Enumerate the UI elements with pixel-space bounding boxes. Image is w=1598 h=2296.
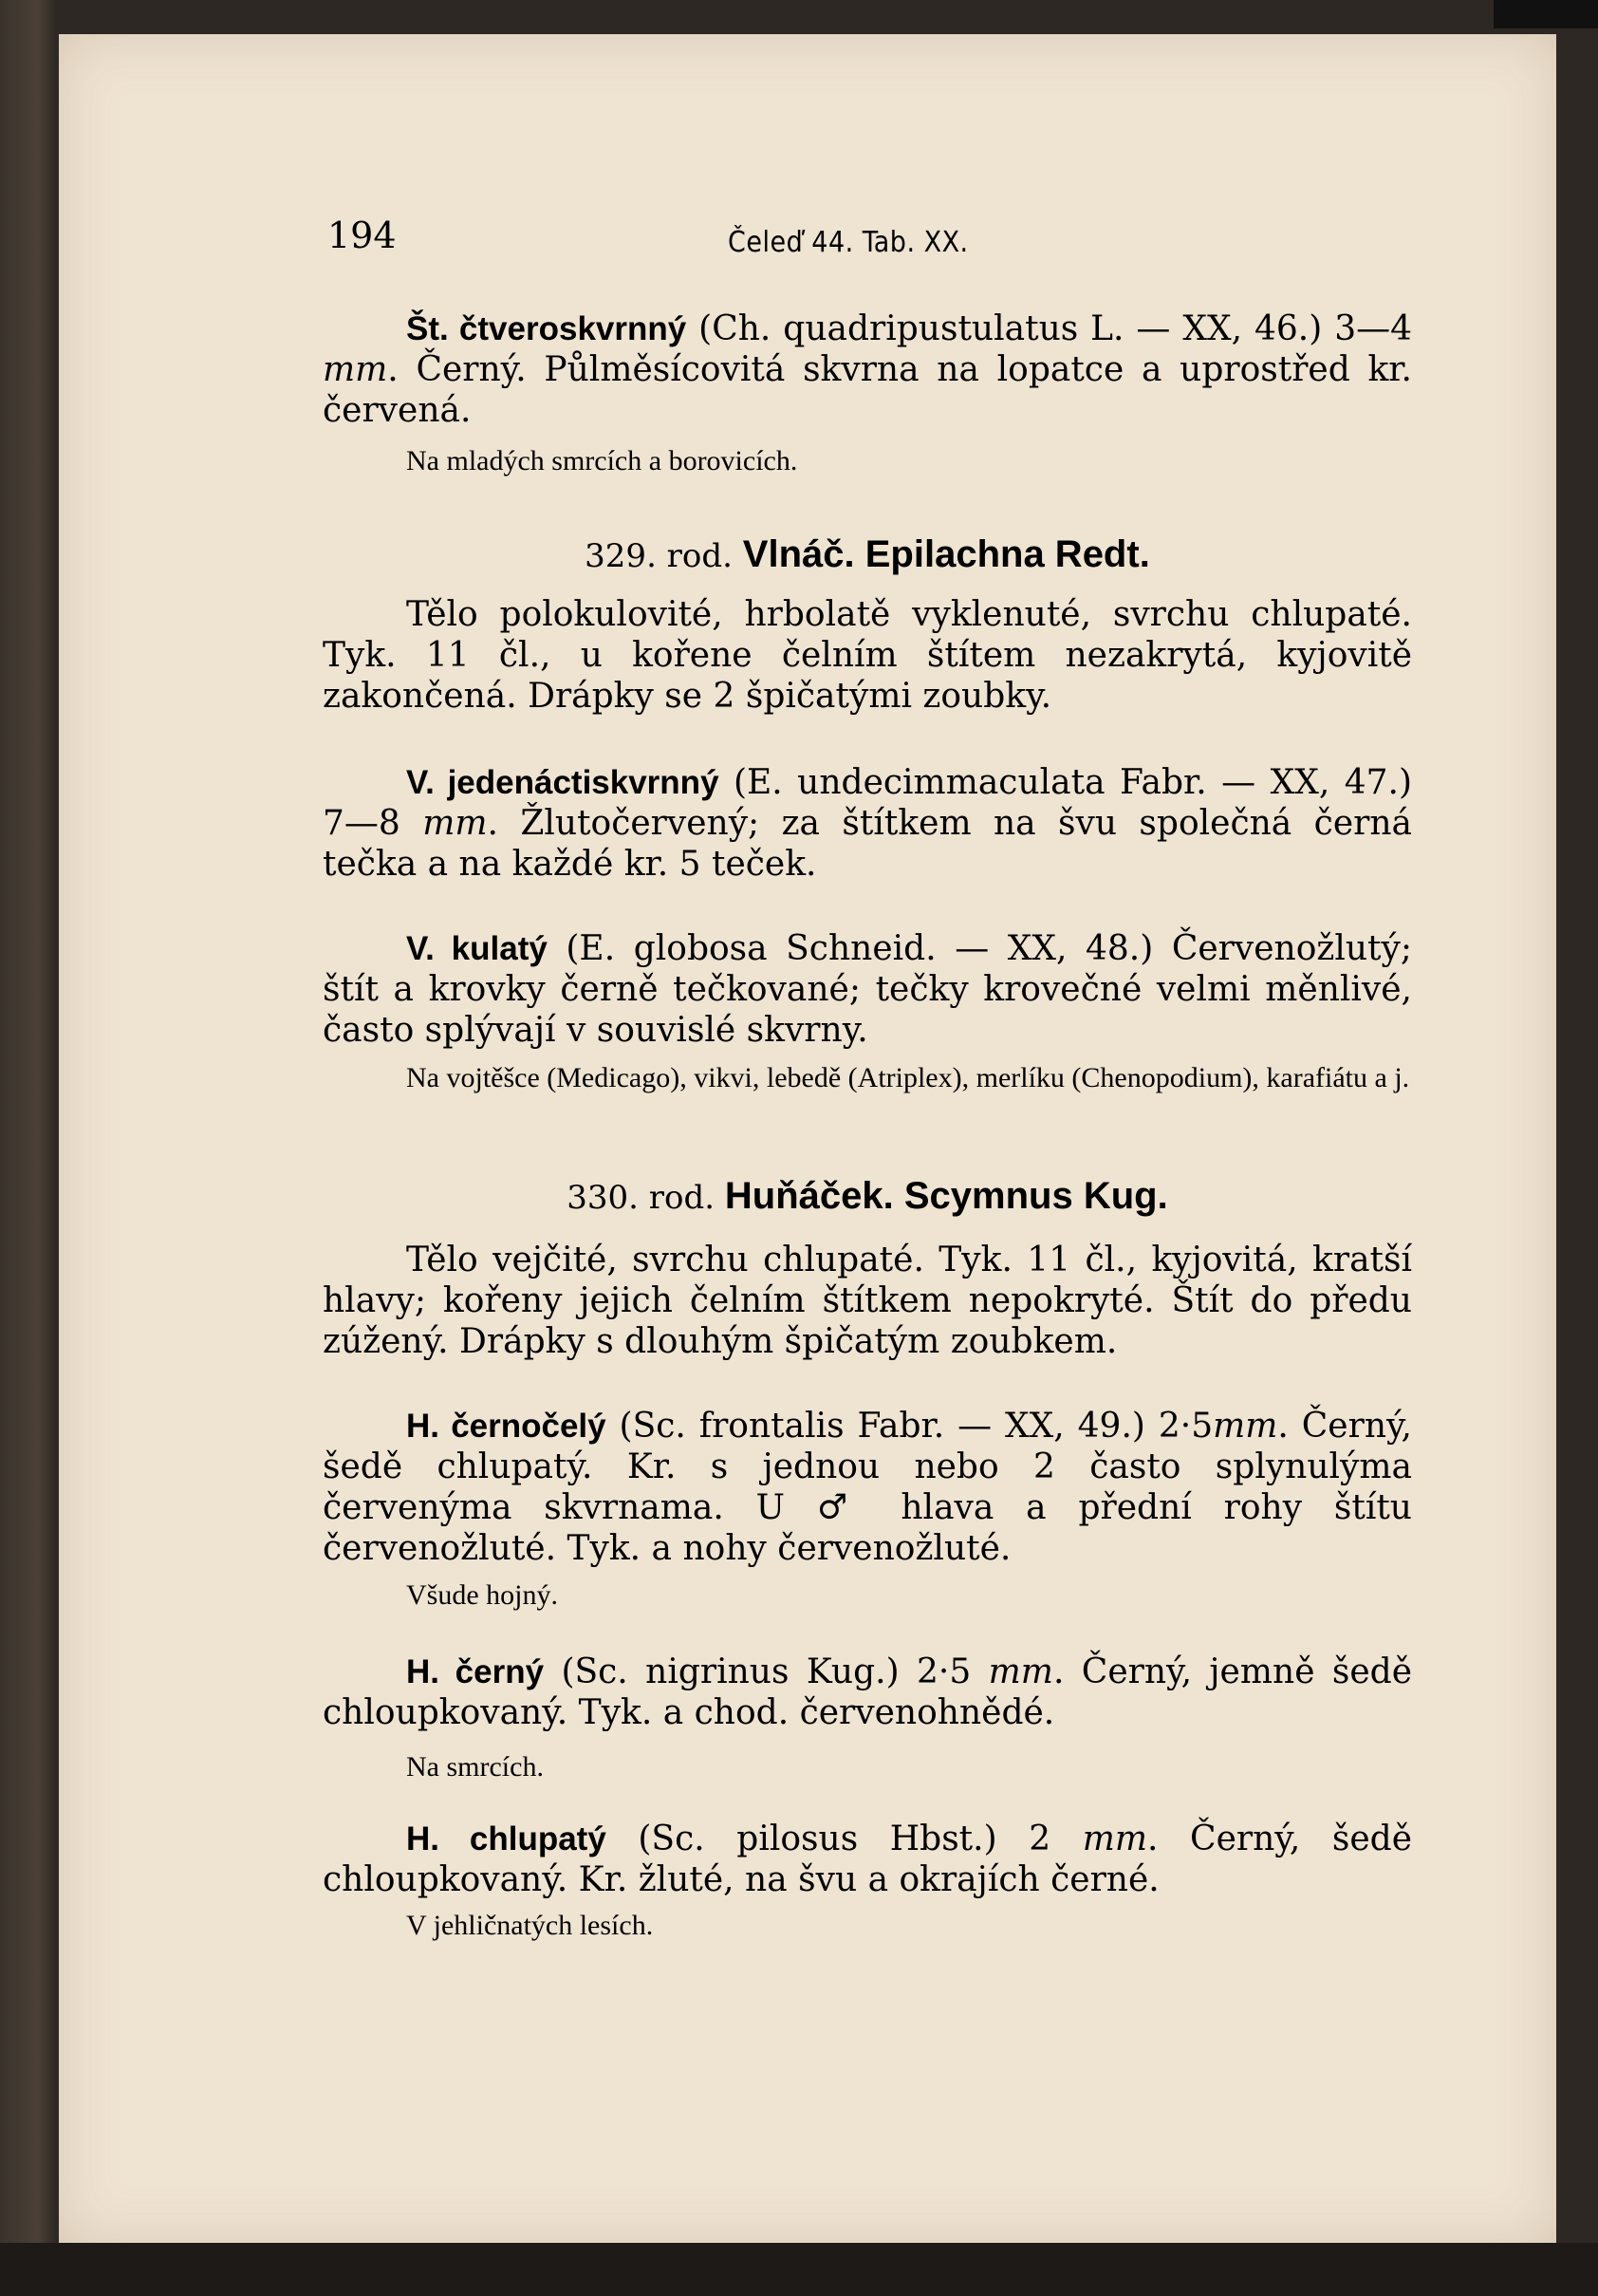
species-entry-frontalis: H. černočelý (Sc. frontalis Fabr. — XX, 49.) 2·5mm. Černý, šedě chlupatý. Kr. s jednou nebo 2 často splynulýma červenýma skvrnama. U ♂ hlava a přední rohy štítu červenožluté. Tyk. a nohy červenožluté. <box>323 1407 1413 1568</box>
habitat-note: Všude hojný. <box>406 1579 558 1611</box>
genus-heading-330: 330. rod. Huňáček. Scymnus Kug. <box>567 1175 1168 1217</box>
scan-bottom-edge <box>0 2243 1598 2296</box>
species-name: H. chlupatý <box>406 1820 606 1857</box>
species-name: H. černý <box>406 1653 545 1690</box>
genus-heading-329: 329. rod. Vlnáč. Epilachna Redt. <box>585 533 1150 575</box>
species-entry-nigrinus: H. černý (Sc. nigrinus Kug.) 2·5 mm. Černý, jemně šedě chloupkovaný. Tyk. a chod. červenohnědé. <box>323 1652 1413 1732</box>
genus-description-330: Tělo vejčité, svrchu chlupaté. Tyk. 11 čl., kyjovitá, kratší hlavy; kořeny jejich čelním štítkem nepokryté. Štít do předu zúžený. Drápky s dlouhým špičatým zoubkem. <box>323 1241 1412 1361</box>
page-header <box>327 215 1409 262</box>
habitat-note: Na mladých smrcích a borovicích. <box>406 445 798 476</box>
genus-description-329: Tělo polokulovité, hrbolatě vyklenuté, svrchu chlupaté. Tyk. 11 čl., u kořene čelním štítem nezakrytá, kyjovitě zakončená. Drápky se 2 špičatými zoubky. <box>323 595 1412 716</box>
species-name: V. jedenáctiskvrnný <box>406 764 719 801</box>
species-entry-pilosus: H. chlupatý (Sc. pilosus Hbst.) 2 mm. Černý, šedě chloupkovaný. Kr. žluté, na švu a okrajích černé. <box>323 1820 1413 1899</box>
species-name: Št. čtveroskvrnný <box>406 310 687 347</box>
running-title: Čeleď 44. Tab. XX. <box>728 226 969 259</box>
scan-edge <box>1494 0 1598 28</box>
species-entry-undecimmaculata: V. jedenáctiskvrnný (E. undecimmaculata Fabr. — XX, 47.) 7—8 mm. Žlutočervený; za štítkem na švu společná černá tečka a na každé kr. 5 teček. <box>323 763 1412 884</box>
species-entry-globosa: V. kulatý (E. globosa Schneid. — XX, 48.) Červenožlutý; štít a krovky černě tečkované; tečky krovečné velmi měnlivé, často splývají v souvislé skvrny. <box>323 929 1412 1050</box>
habitat-note: Na smrcích. <box>406 1751 544 1783</box>
species-name: V. kulatý <box>406 930 548 967</box>
species-name: H. černočelý <box>406 1408 606 1445</box>
page-number: 194 <box>327 215 397 256</box>
species-entry-quadripustulatus: Št. čtveroskvrnný (Ch. quadripustulatus L. — XX, 46.) 3—4 mm. Černý. Půlměsícovitá skvrna na lopatce a uprostřed kr. červená. <box>323 309 1412 430</box>
habitat-note: V jehličnatých lesích. <box>406 1910 654 1941</box>
habitat-note: Na vojtěšce (Medicago), vikvi, lebedě (Atriplex), merlíku (Chenopodium), karafiátu a j. <box>406 1062 1410 1093</box>
